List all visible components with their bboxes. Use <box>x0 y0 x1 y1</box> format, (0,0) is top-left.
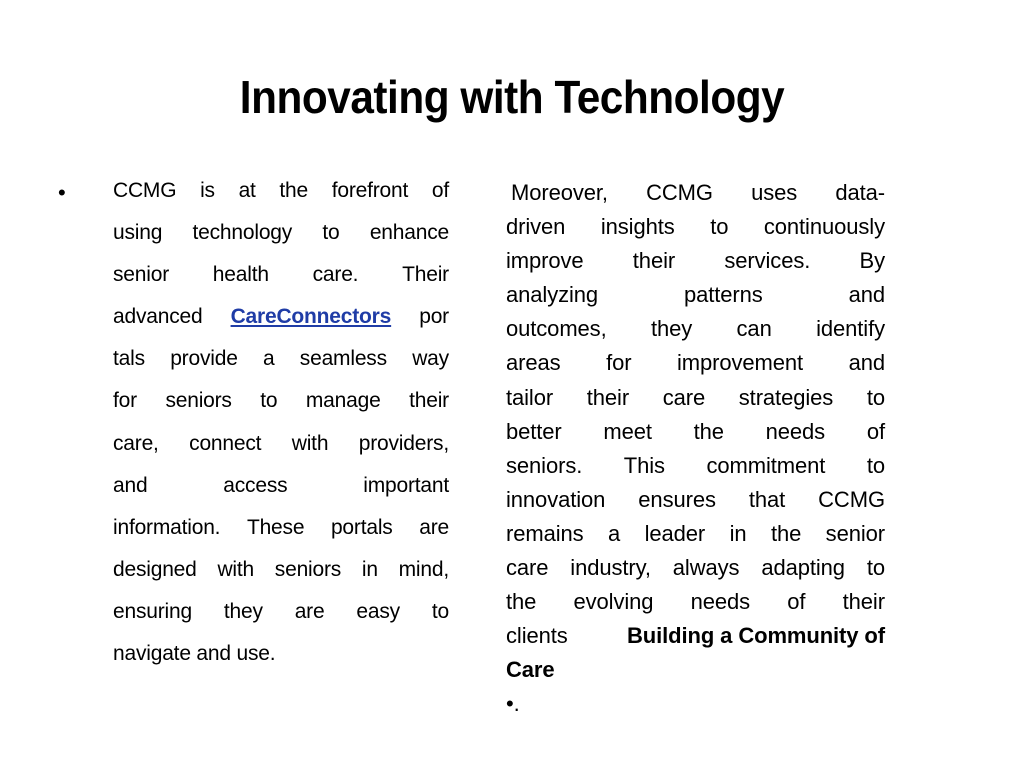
text-line <box>113 338 449 380</box>
word: clients <box>506 623 568 649</box>
word: is <box>200 179 215 202</box>
text-line <box>506 176 885 210</box>
word: they <box>223 599 263 623</box>
word: senior <box>113 263 169 287</box>
word: the <box>770 520 802 546</box>
word: analyzing <box>506 282 599 308</box>
word: better <box>506 418 562 444</box>
word: outcomes, <box>506 316 607 342</box>
word: innovation <box>506 486 606 512</box>
text-line: navigate and use. <box>113 642 276 666</box>
word: needs <box>690 589 751 615</box>
word: way <box>412 347 449 371</box>
text-line <box>506 483 885 517</box>
word: This <box>623 452 665 478</box>
word: for <box>606 350 632 376</box>
text-line <box>113 212 449 254</box>
word: and <box>848 282 885 308</box>
word: to <box>866 384 885 410</box>
word: ensuring <box>113 599 192 623</box>
word: the <box>279 179 308 202</box>
word: forefront <box>331 179 409 202</box>
word: at <box>238 179 256 202</box>
text-line <box>506 381 885 415</box>
text-line <box>113 507 449 549</box>
word: seniors. <box>506 452 583 478</box>
word: their <box>842 589 885 615</box>
careconnectors-link[interactable]: CareConnectors <box>230 305 392 329</box>
text-line <box>113 591 449 633</box>
word: the <box>506 589 537 615</box>
word: seniors <box>274 557 342 581</box>
text-line <box>506 312 885 346</box>
word: CCMG <box>113 179 177 202</box>
word: seniors <box>165 389 232 413</box>
word: portals <box>330 515 393 539</box>
word: to <box>866 555 885 581</box>
word: for <box>113 389 137 413</box>
text-line <box>506 210 885 244</box>
word: tals <box>113 347 145 371</box>
word: advanced <box>113 305 203 329</box>
word: needs <box>765 418 826 444</box>
word: CCMG <box>646 180 713 205</box>
word: their <box>409 389 449 413</box>
text-line <box>506 585 885 619</box>
text-line <box>506 551 885 585</box>
word: using <box>113 221 163 245</box>
word: senior <box>825 520 885 546</box>
word: driven <box>506 214 566 240</box>
bullet-marker: • <box>58 180 66 205</box>
word: that <box>748 486 786 512</box>
word: with <box>217 557 254 581</box>
word: seamless <box>299 347 387 371</box>
word: the <box>693 418 724 444</box>
word: uses <box>751 180 798 205</box>
word: are <box>419 515 449 539</box>
word: providers, <box>358 431 449 455</box>
word: improvement <box>676 350 804 376</box>
word: patterns <box>683 282 763 308</box>
word: designed <box>113 557 197 581</box>
word: information. <box>113 515 221 539</box>
word: can <box>736 316 772 342</box>
word: areas <box>506 350 561 376</box>
word: services. <box>724 248 811 274</box>
text-line <box>113 170 449 212</box>
word: a <box>607 520 621 546</box>
word: and <box>113 473 148 497</box>
word: care. <box>312 263 359 287</box>
word: data- <box>835 180 885 205</box>
word: to <box>431 599 449 623</box>
word: improve <box>506 248 584 274</box>
bullet-marker <box>506 687 885 721</box>
word: identify <box>816 316 885 342</box>
word: ensures <box>638 486 716 512</box>
word: connect <box>189 431 262 455</box>
text-line <box>506 619 885 653</box>
section-heading-inline: Care <box>506 657 555 683</box>
right-paragraph <box>506 176 885 721</box>
word: of <box>431 179 449 202</box>
word: access <box>223 473 288 497</box>
text-line <box>506 346 885 380</box>
word: they <box>650 316 693 342</box>
word: to <box>866 452 885 478</box>
word: commitment <box>706 452 826 478</box>
text-line <box>113 380 449 422</box>
text-line <box>506 244 885 278</box>
text-line <box>506 449 885 483</box>
word: leader <box>644 520 706 546</box>
word: These <box>246 515 305 539</box>
word: By <box>859 248 885 274</box>
word: in <box>361 557 378 581</box>
word: por <box>419 305 449 329</box>
word: evolving <box>573 589 654 615</box>
word: provide <box>170 347 238 371</box>
word: and <box>848 350 885 376</box>
word: of <box>866 418 885 444</box>
word: to <box>710 214 729 240</box>
text-line <box>113 549 449 591</box>
word: Moreover, <box>511 180 608 205</box>
word: adapting <box>761 555 845 581</box>
word: mind, <box>398 557 449 581</box>
text-line <box>113 423 449 465</box>
word: with <box>291 431 329 455</box>
period: . <box>513 691 520 717</box>
text-line <box>113 296 449 338</box>
text-line <box>506 415 885 449</box>
word: continuously <box>763 214 885 240</box>
word: of <box>787 589 806 615</box>
word: enhance <box>369 221 449 245</box>
section-heading-inline: Building a Community of <box>626 623 885 649</box>
word: are <box>294 599 325 623</box>
word: always <box>672 555 740 581</box>
word: care <box>662 384 706 410</box>
text-line <box>113 465 449 507</box>
word: technology <box>192 221 293 245</box>
word: remains <box>506 520 584 546</box>
word: their <box>586 384 630 410</box>
word: CCMG <box>818 486 885 512</box>
word: industry, <box>570 555 651 581</box>
word: their <box>632 248 676 274</box>
slide-title: Innovating with Technology <box>239 71 785 123</box>
left-paragraph <box>113 170 449 675</box>
word: health <box>212 263 269 287</box>
text-line <box>506 517 885 551</box>
word: strategies <box>738 384 834 410</box>
word: care <box>506 555 549 581</box>
word: manage <box>305 389 381 413</box>
bullet-dot: • <box>506 691 514 717</box>
word: a <box>263 347 275 371</box>
word: to <box>322 221 340 245</box>
word: important <box>363 473 449 497</box>
word: insights <box>600 214 675 240</box>
word: meet <box>603 418 652 444</box>
text-line <box>113 254 449 296</box>
word: easy <box>356 599 400 623</box>
word: care, <box>113 431 159 455</box>
word: in <box>729 520 747 546</box>
word: Their <box>402 263 449 287</box>
word: to <box>260 389 278 413</box>
word: tailor <box>506 384 554 410</box>
text-line <box>506 278 885 312</box>
